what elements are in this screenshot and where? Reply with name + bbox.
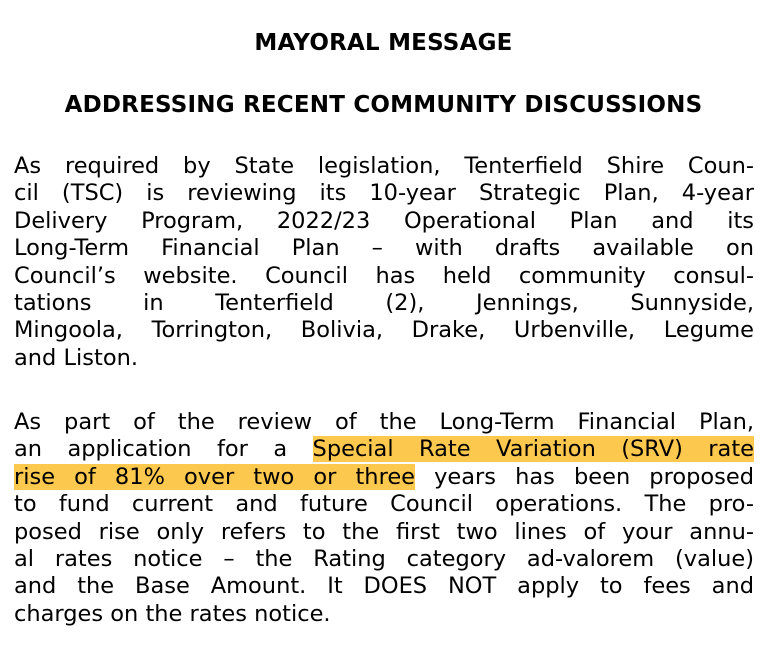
paragraph-srv-application xyxy=(14,409,754,628)
page-title: MAYORAL MESSAGE xyxy=(254,30,513,56)
text-line: Long-Term Financial Plan – with drafts available on xyxy=(14,235,754,262)
text-line: As required by State legislation, Tenterfield Shire Coun- xyxy=(14,153,754,179)
text-line: and Liston. xyxy=(14,344,138,371)
text-segment: an application for a xyxy=(14,436,313,463)
text-line: posed rise only refers to the first two lines of your annu- xyxy=(14,518,754,545)
text-line: As part of the review of the Long-Term Financial Plan, xyxy=(14,409,754,435)
text-line: to fund current and future Council operations. The pro- xyxy=(14,491,754,518)
text-line: Delivery Program, 2022/23 Operational Plan and its xyxy=(14,207,754,234)
text-line: al rates notice – the Rating category ad-valorem (value) xyxy=(14,545,754,572)
text-line: cil (TSC) is reviewing its 10-year Strategic Plan, 4-year xyxy=(14,180,754,207)
text-line: Mingoola, Torrington, Bolivia, Drake, Urbenville, Legume xyxy=(14,317,754,344)
text-segment: years has been proposed xyxy=(415,463,754,490)
page-subtitle: ADDRESSING RECENT COMMUNITY DISCUSSIONS xyxy=(64,92,703,118)
paragraph-legislation-review xyxy=(14,153,754,372)
text-line: Council’s website. Council has held community consul- xyxy=(14,262,754,289)
text-line xyxy=(14,436,754,463)
text-line: tations in Tenterfield (2), Jennings, Sunnyside, xyxy=(14,289,754,316)
highlighted-text: rise of 81% over two or three xyxy=(14,463,416,490)
text-line: and the Base Amount. It DOES NOT apply to fees and xyxy=(14,573,754,600)
text-line xyxy=(14,464,754,491)
text-line: charges on the rates notice. xyxy=(14,600,331,627)
highlighted-text: Special Rate Variation (SRV) rate xyxy=(312,436,754,463)
